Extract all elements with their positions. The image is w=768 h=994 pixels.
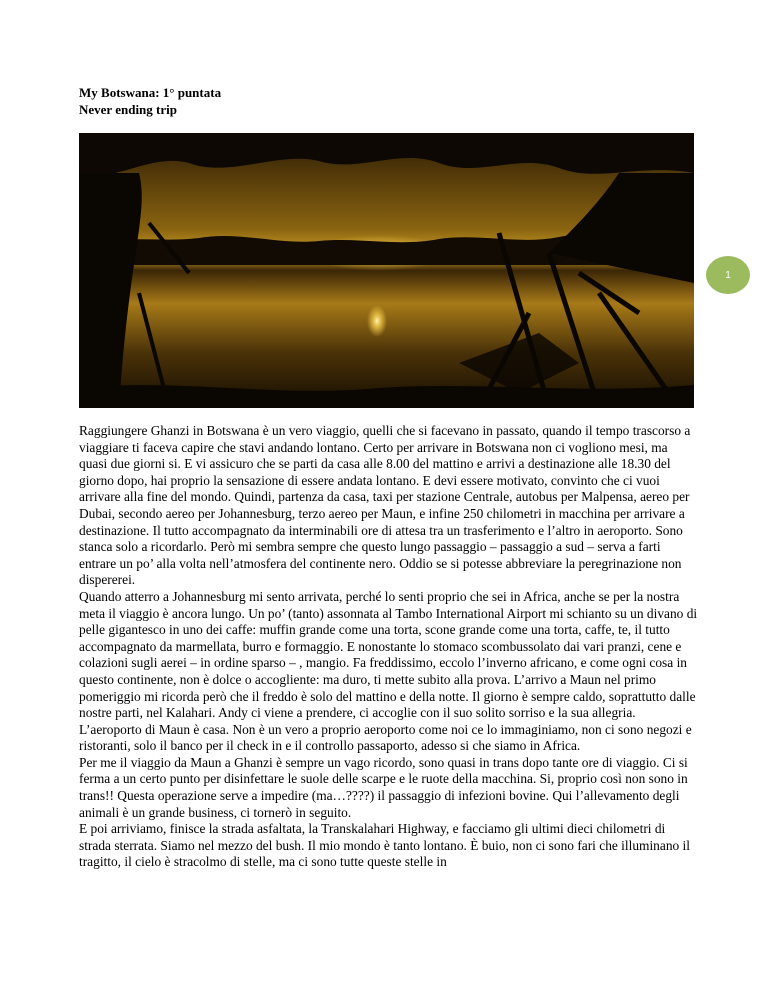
paragraph: Per me il viaggio da Maun a Ghanzi è sempre un vago ricordo, sono quasi in trans dopo tante ore di viaggio. Ci si ferma a un certo punto per disinfettare le suole delle scarpe e le ruote della macchina. Si, proprio così non sono in trans!! Questa operazione serve a impedire (ma…????) il passaggio di infezioni bovine. Qui l’allevamento degli animali è un grande business, ci tornerò in seguito. (79, 754, 688, 820)
page-number-badge: 1 (706, 256, 750, 294)
page-title: My Botswana: 1° puntata (79, 85, 222, 100)
page-subtitle: Never ending trip (79, 102, 177, 117)
paragraph: E poi arriviamo, finisce la strada asfaltata, la Transkalahari Highway, e facciamo gli ultimi dieci chilometri di strada sterrata. Siamo nel mezzo del bush. Il mio mondo è tanto lontano. È buio, non ci sono fari che illuminano il tragitto, il cielo è stracolmo di stelle, ma ci sono tutte queste stelle in (79, 821, 690, 870)
article-body (79, 423, 699, 871)
paragraph: Raggiungere Ghanzi in Botswana è un vero viaggio, quelli che si facevano in passato, quando il tempo trascorso a viaggiare ti faceva capire che stavi andando lontano. Certo per arrivare in Botswana non ci vogliono mesi, ma quasi due giorni si. E vi assicuro che se parti da casa alle 8.00 del mattino e arrivi a destinazione alle 18.30 del giorno dopo, hai proprio la sensazione di essere andata lontano. E devi essere motivato, convinto che ci vuoi arrivare alla fine del mondo. Quindi, partenza da casa, taxi per stazione Centrale, autobus per Malpensa, aereo per Dubai, secondo aereo per Johannesburg, terzo aereo per Maun, e infine 250 chilometri in macchina per arrivare a destinazione. Il tutto accompagnato da interminabili ore di attesa tra un trasferimento e l’altro in aeroporto. Sono stanca solo a ricordarlo. Però mi sembra sempre che questo lungo passaggio – passaggio a sud – serva a farti entrare un po’ alla volta nell’atmosfera del continente nero. Oddio se si potesse abbreviare la peregrinazione non dispererei. (79, 423, 691, 588)
paragraph: Quando atterro a Johannesburg mi sento arrivata, perché lo senti proprio che sei in Africa, anche se per la nostra meta il viaggio è ancora lungo. Un po’ (tanto) assonnata al Tambo International Airport mi schianto su un divano di pelle gigantesco in uno dei caffe: muffin grande come una torta, scone grande come una torta, caffe, te, il tutto accompagnato da marmellata, burro e formaggio. E nonostante lo stomaco scombussolato dai vari pranzi, cene e colazioni sugli aerei – in ordine sparso – , mangio. Fa freddissimo, eccolo l’inverno africano, e come ogni cosa in questo continente, non è dolce o accogliente: ma duro, ti mette subito alla prova. L’arrivo a Maun nel primo pomeriggio mi ricorda però che il freddo è solo del mattino e della notte. Il giorno è sempre caldo, soprattutto dalle nostre parti, nel Kalahari. Andy ci viene a prendere, ci accoglie con il suo solito sorriso e la sua allegria. L’aeroporto di Maun è casa. Non è un vero a proprio aeroporto come noi ce lo immaginiamo, non ci sono negozi e ristoranti, solo il banco per il check in e il controllo passaporto, adesso si che siamo in Africa. (79, 588, 698, 754)
sunset-lake-photo (79, 133, 694, 408)
document-header (79, 84, 221, 118)
